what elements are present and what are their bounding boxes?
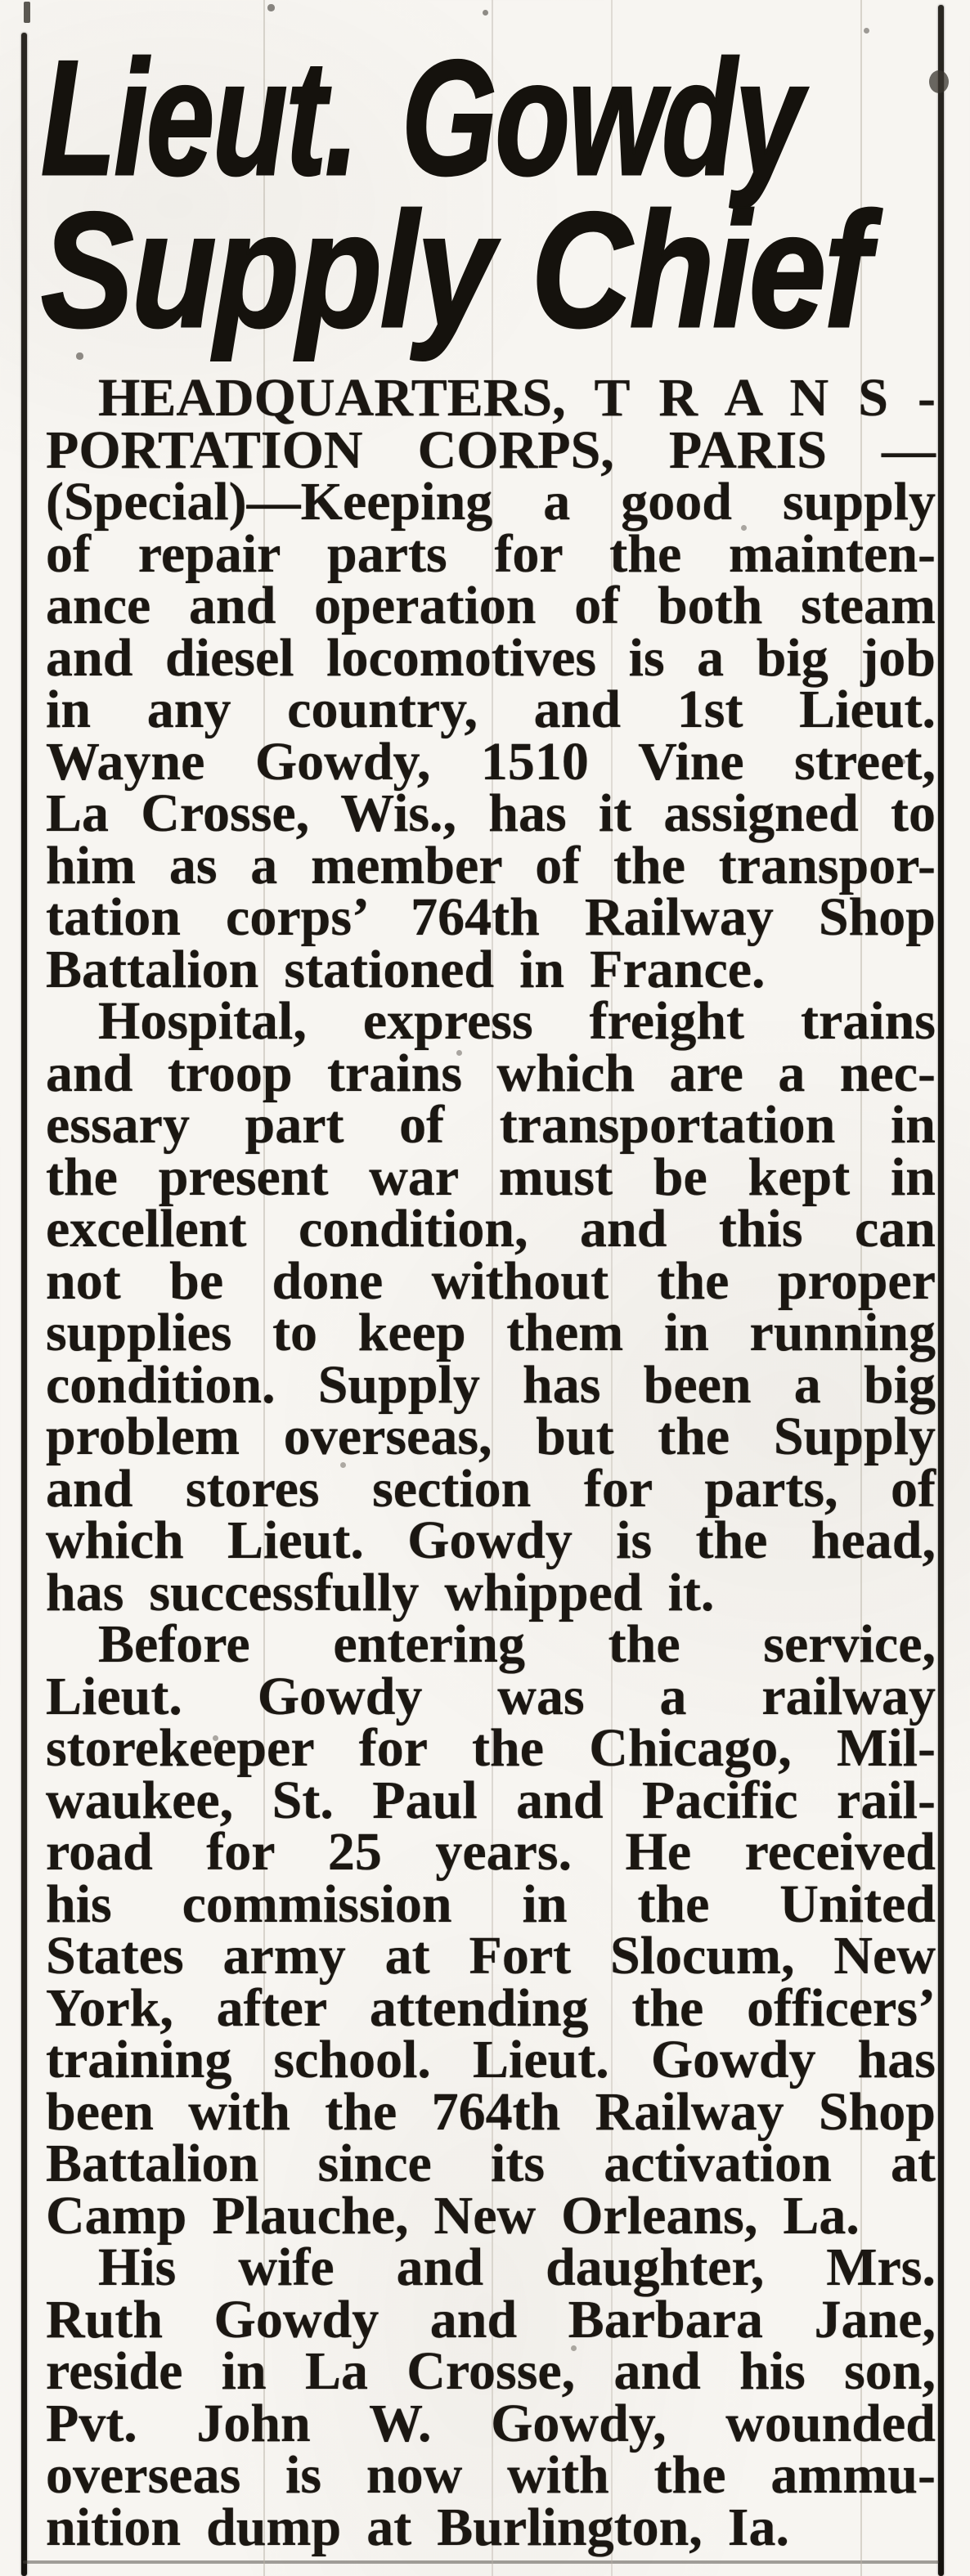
body-line: storekeeper for the Chicago, Mil-	[46, 1718, 936, 1778]
body-line: not be done without the proper	[46, 1250, 936, 1311]
column-rule-left	[21, 33, 27, 2576]
body-line: Before entering the service,	[98, 1614, 936, 1674]
headline-line-2: Supply Chief	[41, 179, 869, 361]
body-line: and troop trains which are a nec-	[46, 1043, 936, 1103]
body-line: essary part of transportation in	[46, 1095, 936, 1155]
body-line: Battalion stationed in France.	[46, 939, 766, 999]
body-line: in any country, and 1st Lieut.	[46, 680, 936, 739]
column-rule-right	[938, 5, 944, 2576]
body-line: which Lieut. Gowdy is the head,	[46, 1510, 936, 1570]
body-line: York, after attending the officers’	[46, 1977, 936, 2038]
body-line: his commission in the United	[46, 1874, 936, 1934]
body-line: Ruth Gowdy and Barbara Jane,	[46, 2289, 936, 2349]
bottom-rule	[23, 2560, 939, 2564]
body-line: ance and operation of both steam	[46, 576, 936, 635]
body-line: Hospital, express freight trains	[98, 991, 936, 1051]
body-line: overseas is now with the ammu-	[46, 2445, 936, 2505]
body-line: waukee, St. Paul and Pacific rail-	[46, 1770, 936, 1830]
article-body	[46, 368, 936, 2557]
body-line: training school. Lieut. Gowdy has	[46, 2030, 936, 2089]
body-line: Battalion since its activation at	[46, 2134, 936, 2193]
scan-tick-mark	[24, 2, 30, 23]
body-line: has successfully whipped it.	[46, 1562, 715, 1622]
headline-line-1: Lieut. Gowdy	[41, 27, 802, 209]
body-line: and diesel locomotives is a big job	[46, 627, 936, 688]
body-line: PORTATION CORPS, PARIS —	[46, 420, 936, 480]
headline	[41, 27, 970, 361]
body-line: Wayne Gowdy, 1510 Vine street,	[46, 731, 936, 792]
body-line: (Special)—Keeping a good supply	[46, 472, 936, 532]
body-line: him as a member of the transpor-	[46, 835, 936, 895]
body-line: Pvt. John W. Gowdy, wounded	[46, 2393, 936, 2453]
body-line: problem overseas, but the Supply	[46, 1407, 936, 1466]
body-line: Lieut. Gowdy was a railway	[46, 1666, 936, 1726]
body-line: HEADQUARTERS, T R A N S -	[98, 368, 936, 428]
body-line: excellent condition, and this can	[46, 1199, 936, 1259]
body-line: condition. Supply has been a big	[46, 1354, 936, 1415]
body-line: La Crosse, Wis., has it assigned to	[46, 783, 936, 843]
body-line: of repair parts for the mainten-	[46, 523, 936, 584]
scan-speckles	[0, 0, 2, 2]
body-line: reside in La Crosse, and his son,	[46, 2341, 936, 2401]
body-line: nition dump at Burlington, Ia.	[46, 2497, 789, 2557]
body-line: road for 25 years. He received	[46, 1822, 936, 1882]
body-line: been with the 764th Railway Shop	[46, 2081, 936, 2142]
body-line: Camp Plauche, New Orleans, La.	[46, 2185, 860, 2246]
body-line: tation corps’ 764th Railway Shop	[46, 887, 936, 947]
body-line: His wife and daughter, Mrs.	[98, 2237, 936, 2297]
body-line: the present war must be kept in	[46, 1147, 936, 1207]
body-line: States army at Fort Slocum, New	[46, 1926, 936, 1986]
body-line: supplies to keep them in running	[46, 1303, 936, 1362]
body-line: and stores section for parts, of	[46, 1458, 936, 1519]
